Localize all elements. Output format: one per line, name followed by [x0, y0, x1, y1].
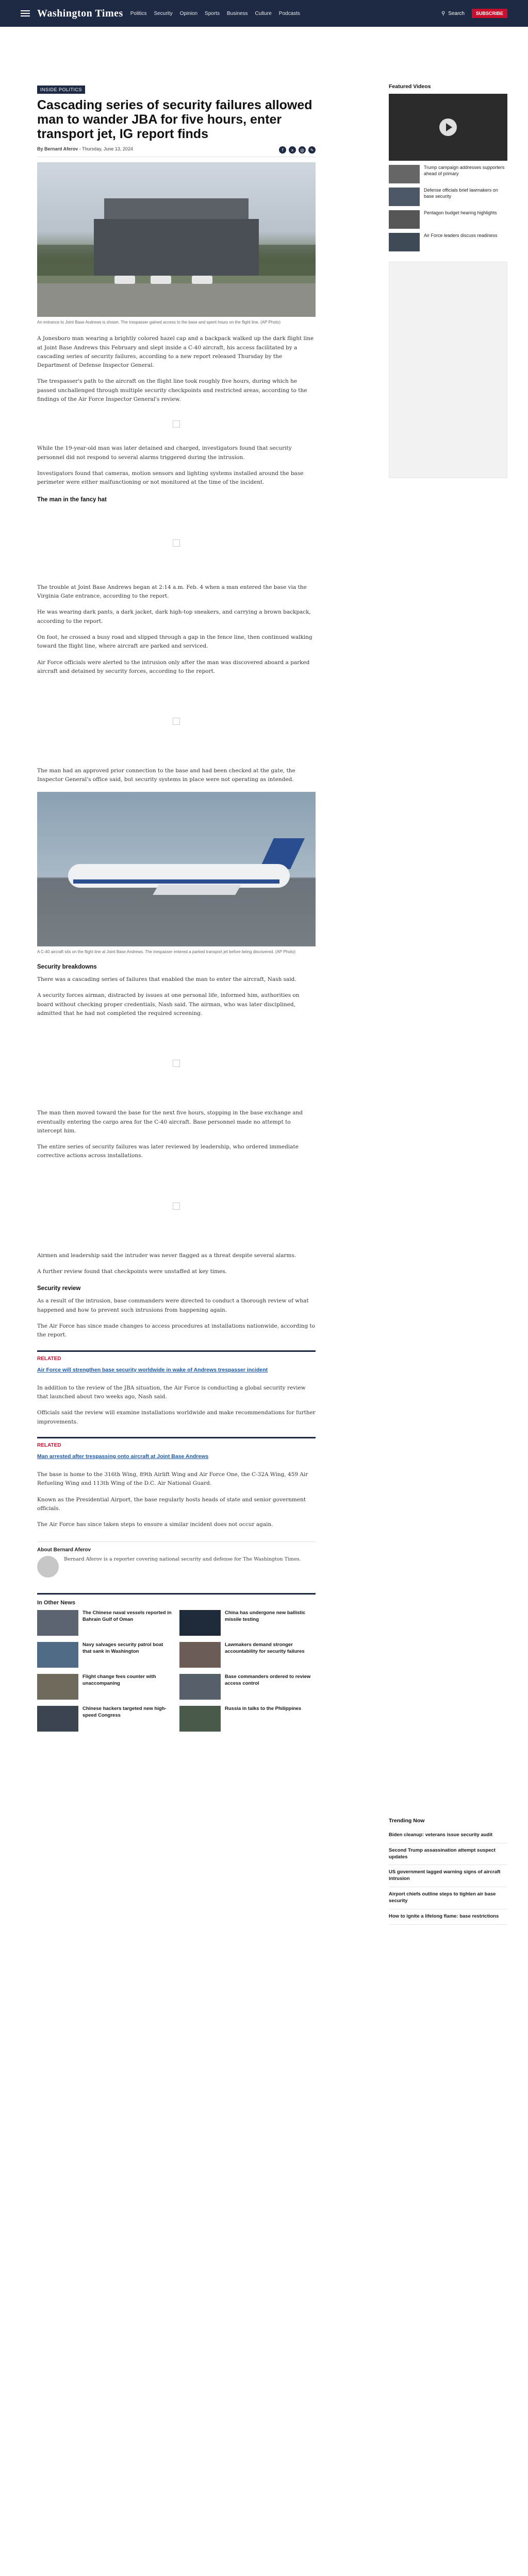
article-paragraph: Air Force officials were alerted to the intrusion only after the man was discovered aboard a parked aircraft and detained by security forces, according to the report. [37, 659, 310, 674]
article-paragraph: On foot, he crossed a busy road and slipped through a gap in the fence line, then continued walking toward the flight line, where aircraft are parked and serviced. [37, 634, 312, 650]
trending-item[interactable]: Airport chiefs outline steps to tighten air base security [389, 1887, 507, 1909]
article-title: Cascading series of security failures allowed man to wander JBA for five hours, enter transport jet, IG report finds [37, 98, 312, 141]
news-headline[interactable]: Russia in talks to the Philippines [225, 1706, 302, 1712]
subscribe-button[interactable]: SUBSCRIBE [472, 9, 507, 18]
news-headline[interactable]: Chinese hackers targeted new high-speed Congress [82, 1706, 167, 1718]
video-title[interactable]: Air Force leaders discuss readiness [424, 233, 498, 238]
article-paragraph: Investigators found that cameras, motion sensors and lighting systems installed around the base perimeter were either malfunctioning or not monitored at the time of the incident. [37, 470, 304, 486]
video-title[interactable]: Defense officials brief lawmakers on base security [424, 188, 498, 199]
photo-caption: A C-40 aircraft sits on the flight line at Joint Base Andrews. The trespasser entered a parked transport jet before being discovered. (AP Photo) [37, 949, 295, 954]
related-label: RELATED [37, 1355, 61, 1362]
article-paragraph: The trespasser's path to the aircraft on the flight line took roughly five hours, during which he passed unchallenged through multiple security checkpoints and restricted areas, according to the findings of the Air Force Inspector General's review. [37, 378, 307, 403]
article-paragraph: Airmen and leadership said the intruder was never flagged as a threat despite several alarms. [37, 1252, 296, 1259]
nav-item[interactable]: Security [154, 10, 173, 16]
publish-date: - Thursday, June 13, 2024 [79, 146, 133, 151]
list-item[interactable] [37, 1610, 173, 1636]
nav-item[interactable]: Opinion [179, 10, 198, 16]
hero-caption: An entrance to Joint Base Andrews is shown. The trespasser gained access to the base and spent hours on the flight line. (AP Photo) [37, 320, 280, 325]
article-paragraph: The Air Force has since made changes to access procedures at installations nationwide, according to the report. [37, 1323, 316, 1338]
news-thumbnail[interactable] [179, 1706, 221, 1732]
author-box [37, 1556, 316, 1578]
trending-title: Trending Now [389, 1818, 425, 1824]
ad-slot [37, 1170, 316, 1242]
article-paragraph: The Air Force has since taken steps to ensure a similar incident does not occur again. [37, 1521, 273, 1528]
nav-item[interactable]: Podcasts [278, 10, 300, 16]
ad-slot [37, 512, 316, 574]
article-paragraph: The entire series of security failures was later reviewed by leadership, who ordered immediate corrective actions across installations. [37, 1144, 299, 1159]
video-player[interactable] [389, 94, 507, 161]
aircraft-photo [37, 792, 316, 946]
nav-item[interactable]: Politics [130, 10, 147, 16]
avatar[interactable] [37, 1556, 59, 1578]
byline [37, 146, 316, 157]
article-paragraph: The base is home to the 316th Wing, 89th Airlift Wing and Air Force One, the C-32A Wing, 459 Air Refueling Wing and 113th Wing of the D.C. Air National Guard. [37, 1471, 308, 1487]
article-paragraph: Known as the Presidential Airport, the base regularly hosts heads of state and senior government officials. [37, 1496, 306, 1512]
related-label: RELATED [37, 1442, 61, 1448]
trending-item[interactable]: How to ignite a lifelong flame: base restrictions [389, 1909, 507, 1925]
article-paragraph: While the 19-year-old man was later detained and charged, investigators found that security personnel did not respond to several alarms triggered during the intrusion. [37, 445, 292, 461]
featured-videos-title: Featured Videos [389, 83, 431, 90]
menu-icon[interactable] [21, 10, 30, 16]
list-item[interactable] [179, 1674, 316, 1700]
other-news-title: In Other News [37, 1600, 75, 1606]
video-thumbnail[interactable] [389, 233, 420, 251]
news-thumbnail[interactable] [37, 1706, 78, 1732]
trending-item[interactable]: Second Trump assassination attempt suspect updates [389, 1843, 507, 1866]
search-label: Search [448, 10, 465, 16]
nav-item[interactable]: Sports [205, 10, 220, 16]
news-thumbnail[interactable] [37, 1674, 78, 1700]
trending-item[interactable]: US government lagged warning signs of aircraft intrusion [389, 1865, 507, 1887]
news-thumbnail[interactable] [179, 1642, 221, 1668]
article-paragraph: A Jonesboro man wearing a brightly colored hazel cap and a backpack walked up the dark flight line at Joint Base Andrews this February and slept inside a C-40 aircraft, his access facilitated by a cascading series of security failures, according to a new report released Thursday by the Department of Defense Inspector General. [37, 335, 314, 369]
play-icon[interactable] [439, 118, 457, 136]
related-link[interactable]: Air Force will strengthen base security worldwide in wake of Andrews trespasser incident [37, 1366, 268, 1373]
article-paragraph: There was a cascading series of failures that enabled the man to enter the aircraft, Nash said. [37, 976, 296, 982]
list-item[interactable] [179, 1706, 316, 1732]
news-thumbnail[interactable] [37, 1642, 78, 1668]
nav-item[interactable]: Culture [255, 10, 272, 16]
list-item[interactable] [389, 210, 507, 229]
search-button[interactable] [441, 11, 465, 16]
news-headline[interactable]: The Chinese naval vessels reported in Bahrain Gulf of Oman [82, 1610, 172, 1622]
social-share [279, 146, 316, 154]
section-heading: Security review [37, 1285, 81, 1292]
trending-item[interactable]: Biden cleanup: veterans issue security audit [389, 1828, 507, 1843]
video-thumbnail[interactable] [389, 165, 420, 183]
facebook-icon[interactable]: f [279, 146, 286, 154]
author-link[interactable]: By Bernard Aferov [37, 146, 78, 151]
article-paragraph: The man had an approved prior connection to the base and had been checked at the gate, the Inspector General's office said, but security systems in place were not operating as intended. [37, 768, 295, 783]
ad-slot [37, 413, 316, 435]
nav-item[interactable]: Business [226, 10, 248, 16]
section-heading: The man in the fancy hat [37, 496, 107, 503]
video-thumbnail[interactable] [389, 188, 420, 206]
sidebar-ad [389, 262, 507, 478]
related-box [37, 1437, 316, 1460]
video-title[interactable]: Trump campaign addresses supporters ahead of primary [424, 165, 505, 176]
site-logo[interactable]: Washington Times [37, 7, 123, 19]
news-thumbnail[interactable] [37, 1610, 78, 1636]
news-headline[interactable]: Lawmakers demand stronger accountability for security failures [225, 1642, 305, 1654]
article-paragraph: He was wearing dark pants, a dark jacket, dark high-top sneakers, and carrying a brown backpack, according to the report. [37, 609, 311, 624]
hero-image [37, 162, 316, 317]
news-headline[interactable]: Flight change fees counter with unaccompaning [82, 1674, 156, 1686]
ad-slot [37, 1027, 316, 1099]
article-paragraph: As a result of the intrusion, base commanders were directed to conduct a thorough review of what happened and how to prevent such intrusions from happening again. [37, 1298, 309, 1313]
news-thumbnail[interactable] [179, 1610, 221, 1636]
email-icon[interactable]: @ [299, 146, 306, 154]
article-paragraph: In addition to the review of the JBA situation, the Air Force is conducting a global security review that launched about two weeks ago, Nash said. [37, 1384, 306, 1400]
article-paragraph: A security forces airman, distracted by issues at one personal life, informed him, authorities on board without checking proper credentials, Nash said. The airman, who was later disciplined, admitted that he had not completed the required screening. [37, 992, 300, 1016]
list-item[interactable] [37, 1706, 173, 1732]
author-bio: Bernard Aferov is a reporter covering national security and defense for The Washington Times. [64, 1556, 301, 1563]
search-icon: ⚲ [441, 10, 446, 16]
site-header [0, 0, 528, 27]
category-badge[interactable]: INSIDE POLITICS [37, 86, 85, 94]
list-item[interactable] [37, 1674, 173, 1700]
list-item[interactable] [179, 1610, 316, 1636]
article-paragraph: The trouble at Joint Base Andrews began at 2:14 a.m. Feb. 4 when a man entered the base via the Virginia Gate entrance, according to the report. [37, 584, 307, 599]
video-thumbnail[interactable] [389, 210, 420, 229]
list-item[interactable] [389, 165, 507, 183]
twitter-icon[interactable]: x [289, 146, 296, 154]
news-headline[interactable]: China has undergone new ballistic missile testing [225, 1610, 306, 1622]
related-box [37, 1350, 316, 1374]
main-nav [130, 11, 300, 16]
news-headline[interactable]: Navy salvages security patrol boat that sank in Washington [82, 1642, 163, 1654]
article-paragraph: Officials said the review will examine installations worldwide and make recommendations for further improvements. [37, 1410, 316, 1425]
video-title[interactable]: Pentagon budget hearing highlights [424, 210, 497, 215]
list-item[interactable] [179, 1642, 316, 1668]
section-heading: Security breakdowns [37, 963, 97, 970]
other-news-section [37, 1593, 316, 1738]
video-list [389, 165, 507, 251]
sidebar [389, 27, 507, 1925]
article-paragraph: A further review found that checkpoints were unstaffed at key times. [37, 1268, 227, 1275]
related-link[interactable]: Man arrested after trespassing onto aircraft at Joint Base Andrews [37, 1453, 209, 1460]
ad-slot [37, 685, 316, 757]
list-item[interactable] [389, 233, 507, 251]
trending-section [389, 1818, 507, 1925]
list-item[interactable] [37, 1642, 173, 1668]
list-item[interactable] [389, 188, 507, 206]
article-main [37, 27, 316, 1925]
about-author-heading: About Bernard Aferov [37, 1541, 316, 1553]
news-thumbnail[interactable] [179, 1674, 221, 1700]
news-headline[interactable]: Base commanders ordered to review access control [225, 1674, 311, 1686]
comment-icon[interactable]: ✎ [308, 146, 316, 154]
article-paragraph: The man then moved toward the base for the next five hours, stopping in the base exchange and eventually entering the cargo area for the C-40 aircraft. Base personnel made no attempt to intercept him. [37, 1110, 303, 1134]
